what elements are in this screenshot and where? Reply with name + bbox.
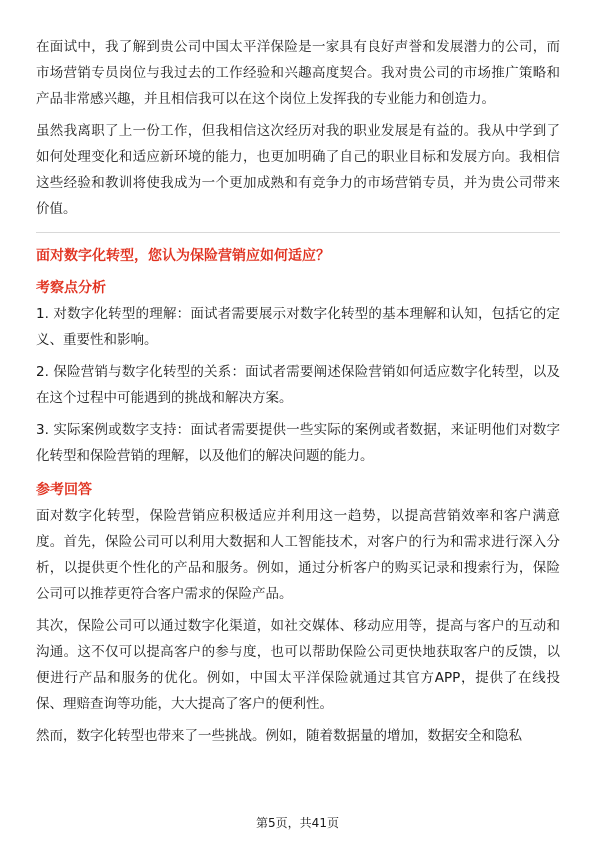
document-page [36, 34, 560, 755]
interview-question: 面对数字化转型，您认为保险营销应如何适应？ [36, 248, 330, 264]
analysis-title: 考察点分析 [36, 280, 106, 296]
intro-paragraph-2: 虽然我离职了上一份工作，但我相信这次经历对我的职业发展是有益的。我从中学到了如何处理变化和适应新环境的能力，也更加明确了自己的职业目标和发展方向。我相信这些经验和教训将使我成为一个更加成熟和有竞争力的市场营销专员，并为贵公司带来价值。 [36, 123, 560, 217]
section-divider [36, 232, 560, 233]
intro-paragraph-1: 在面试中，我了解到贵公司中国太平洋保险是一家具有良好声誉和发展潜力的公司，而市场营销专员岗位与我过去的工作经验和兴趣高度契合。我对贵公司的市场推广策略和产品非常感兴趣，并且相信我可以在这个岗位上发挥我的专业能力和创造力。 [36, 39, 560, 107]
answer-paragraph-3: 然而，数字化转型也带来了一些挑战。例如，随着数据量的增加，数据安全和隐私 [36, 728, 522, 744]
page-number: 第5页，共41页 [256, 816, 339, 830]
answer-title: 参考回答 [36, 482, 92, 498]
answer-paragraph-2: 其次，保险公司可以通过数字化渠道，如社交媒体、移动应用等，提高与客户的互动和沟通。这不仅可以提高客户的参与度，也可以帮助保险公司更快地获取客户的反馈，以便进行产品和服务的优化。例如，中国太平洋保险就通过其官方APP，提供了在线投保、理赔查询等功能，大大提高了客户的便利性。 [36, 618, 560, 712]
analysis-item-1: 1. 对数字化转型的理解：面试者需要展示对数字化转型的基本理解和认知，包括它的定义、重要性和影响。 [36, 306, 560, 348]
analysis-item-3: 3. 实际案例或数字支持：面试者需要提供一些实际的案例或者数据，来证明他们对数字化转型和保险营销的理解，以及他们的解决问题的能力。 [36, 422, 560, 464]
answer-paragraph-1: 面对数字化转型，保险营销应积极适应并利用这一趋势，以提高营销效率和客户满意度。首先，保险公司可以利用大数据和人工智能技术，对客户的行为和需求进行深入分析，以提供更个性化的产品和服务。例如，通过分析客户的购买记录和搜索行为，保险公司可以推荐更符合客户需求的保险产品。 [36, 508, 560, 602]
analysis-item-2: 2. 保险营销与数字化转型的关系：面试者需要阐述保险营销如何适应数字化转型，以及在这个过程中可能遇到的挑战和解决方案。 [36, 364, 560, 406]
